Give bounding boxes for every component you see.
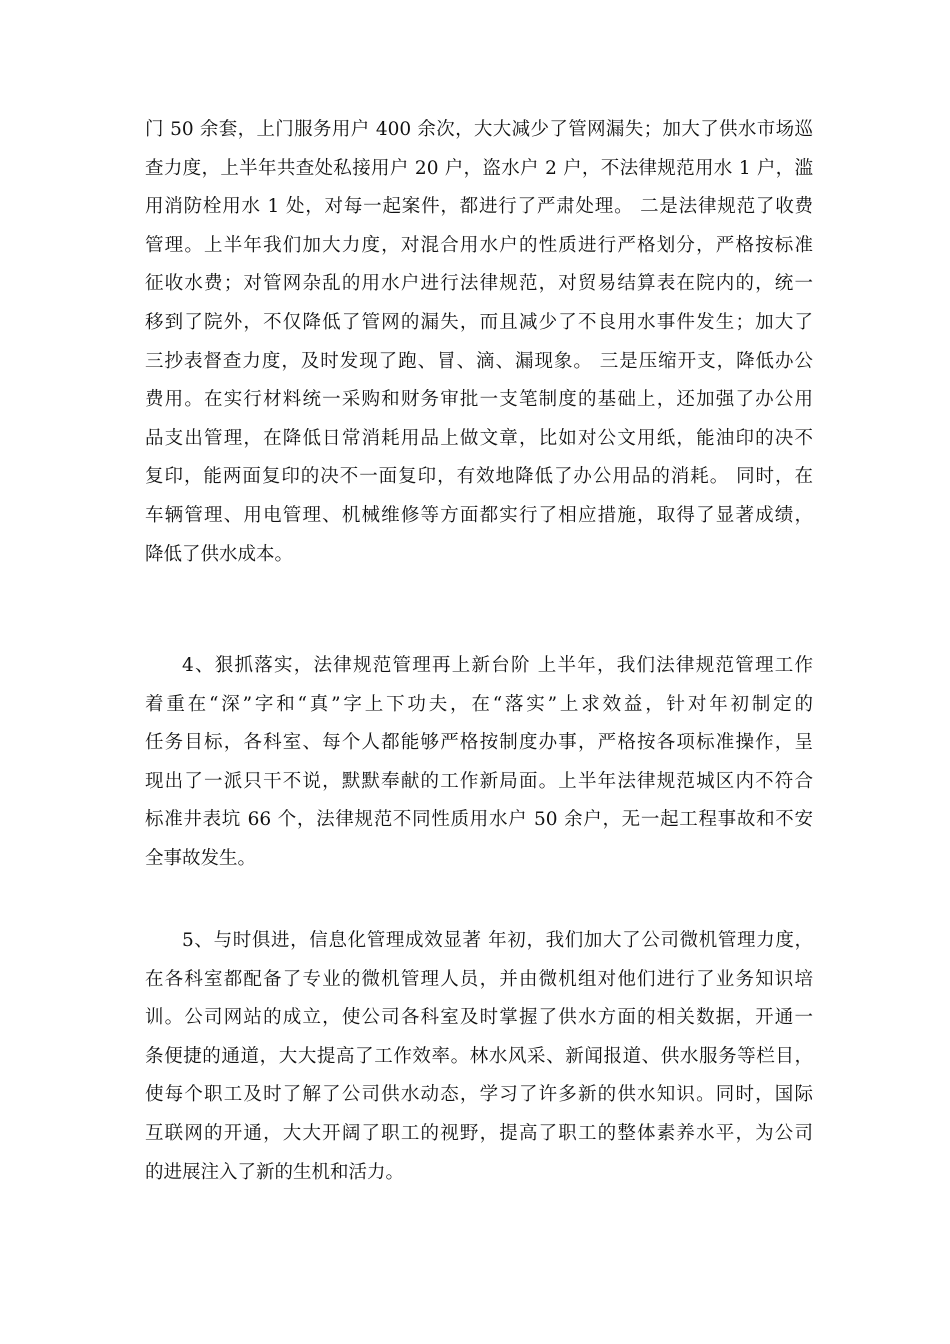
text-line: 费用。在实行材料统一采购和财务审批一支笔制度的基础上，还加强了办公用: [145, 389, 813, 411]
text-line: 在各科室都配备了专业的微机管理人员，并由微机组对他们进行了业务知识培: [145, 968, 813, 990]
text-line: 用消防栓用水 1 处，对每一起案件，都进行了严肃处理。 二是法律规范了收费: [145, 196, 813, 218]
text-line: 着重在“深”字和“真”字上下功夫，在“落实”上求效益，针对年初制定的: [145, 693, 813, 715]
text-line: 的进展注入了新的生机和活力。: [145, 1161, 405, 1183]
text-line: 管理。上半年我们加大力度，对混合用水户的性质进行严格划分，严格按标准: [145, 234, 813, 256]
text-line: 标准井表坑 66 个，法律规范不同性质用水户 50 余户，无一起工程事故和不安: [145, 809, 813, 831]
text-line: 任务目标，各科室、每个人都能够严格按制度办事，严格按各项标准操作，呈: [145, 732, 813, 754]
text-line: 门 50 余套，上门服务用户 400 余次，大大减少了管网漏失；加大了供水市场巡: [145, 119, 813, 140]
text-line: 全事故发生。: [145, 847, 257, 869]
text-line: 条便捷的通道，大大提高了工作效率。林水风采、新闻报道、供水服务等栏目，: [145, 1045, 813, 1067]
text-line: 降低了供水成本。: [145, 543, 294, 565]
text-line: 车辆管理、用电管理、机械维修等方面都实行了相应措施，取得了显著成绩，: [145, 504, 813, 526]
text-line: 查力度，上半年共查处私接用户 20 户，盗水户 2 户，不法律规范用水 1 户，滥: [145, 157, 813, 179]
text-line: 互联网的开通，大大开阔了职工的视野，提高了职工的整体素养水平，为公司: [145, 1122, 813, 1144]
text-line: 三抄表督查力度，及时发现了跑、冒、滴、漏现象。 三是压缩开支，降低办公: [145, 350, 813, 372]
text-line: 现出了一派只干不说，默默奉献的工作新局面。上半年法律规范城区内不符合: [145, 770, 813, 792]
text-line: 品支出管理，在降低日常消耗用品上做文章，比如对公文用纸，能油印的决不: [145, 427, 813, 449]
section-heading-line: 4、狠抓落实，法律规范管理再上新台阶 上半年，我们法律规范管理工作: [182, 655, 813, 676]
paragraph-water-management: [145, 111, 813, 574]
text-line: 使每个职工及时了解了公司供水动态，学习了许多新的供水知识。同时，国际: [145, 1084, 813, 1106]
text-line: 复印，能两面复印的决不一面复印，有效地降低了办公用品的消耗。 同时，在: [145, 466, 813, 488]
text-line: 征收水费；对管网杂乱的用水户进行法律规范，对贸易结算表在院内的，统一: [145, 273, 813, 295]
section-heading-line: 5、与时俱进，信息化管理成效显著 年初，我们加大了公司微机管理力度，: [182, 930, 813, 951]
paragraph-section-4: [145, 647, 813, 879]
paragraph-section-5: [145, 922, 813, 1192]
text-line: 训。公司网站的成立，使公司各科室及时掌握了供水方面的相关数据，开通一: [145, 1007, 813, 1029]
text-line: 移到了院外，不仅降低了管网的漏失，而且减少了不良用水事件发生；加大了: [145, 311, 813, 333]
